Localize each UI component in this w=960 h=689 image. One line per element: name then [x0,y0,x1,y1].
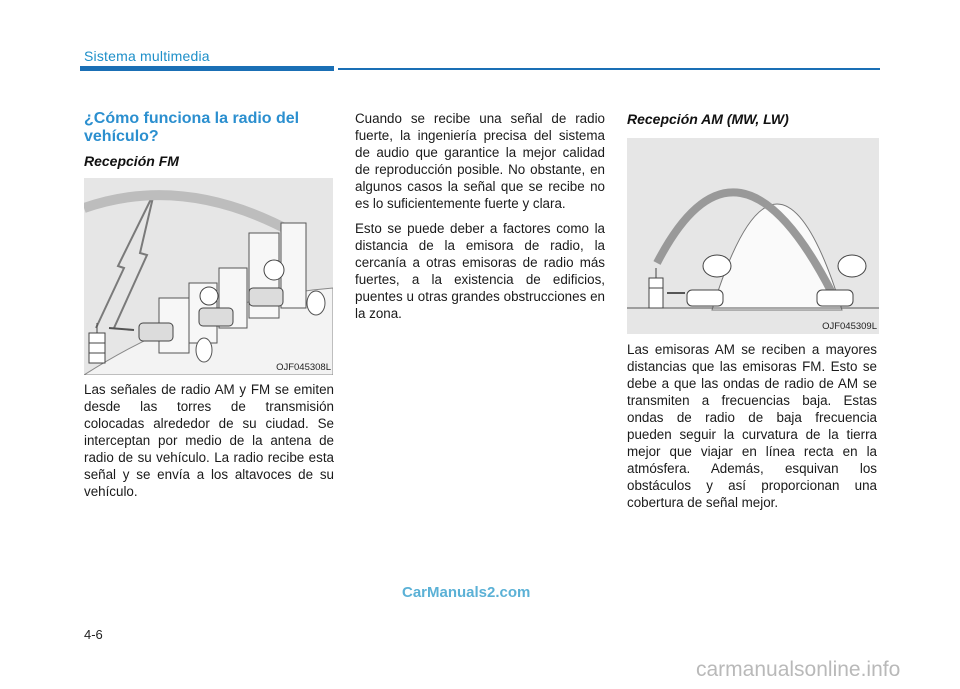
signal-paragraph-2: Esto se puede deber a factores como la distancia de la emisora de radio, la cercanía a otras emisoras de radio más fuertes, a la existencia de edificios, puentes u otras grandes obstrucciones en la zona. [355,221,605,321]
fm-paragraph: Las señales de radio AM y FM se emiten desde las torres de transmisión colocadas alrededor de su ciudad. Se interceptan por medio de la antena de radio de su vehículo. La radio recibe esta señal y se envía a los altavoces de su vehículo. [84,382,334,499]
fm-illustration [84,178,333,375]
am-illustration [627,138,879,334]
header-rule [338,68,880,70]
fm-subheading: Recepción FM [84,153,179,169]
watermark-link[interactable]: CarManuals2.com [402,584,531,601]
am-subheading: Recepción AM (MW, LW) [627,111,789,127]
column-signal [355,110,605,322]
am-paragraph: Las emisoras AM se reciben a mayores distancias que las emisoras FM. Esto se debe a que las ondas de radio de AM se transmiten a frecuencias baja. Estas ondas de radio de baja frecuencia pueden seguir la curvatura de la tierra mejor que viajar en línea recta en la atmósfera. Además, esquivan los obstáculos y así proporcionan una cobertura de señal mejor. [627,342,877,510]
watermark-text: carmanualsonline.info [696,658,901,681]
fm-reception-figure [84,178,333,375]
column-fm [84,110,334,169]
am-reception-figure [627,138,879,334]
signal-paragraph-1: Cuando se recibe una señal de radio fuerte, la ingeniería precisa del sistema de audio que garantice la mejor calidad de reproducción posible. No obstante, en algunos casos la señal que se recibe no es lo suficientemente fuerte y clara. [355,111,605,211]
page-number: 4-6 [84,627,103,642]
figure-code: OJF045309L [822,321,877,332]
header-bar-left [80,66,334,71]
column-am-body [627,341,877,511]
column-fm-body [84,381,334,500]
page-heading: ¿Cómo funciona la radio del vehículo? [84,110,300,145]
figure-code: OJF045308L [276,362,331,373]
section-title: Sistema multimedia [84,48,210,64]
column-am [627,111,877,127]
